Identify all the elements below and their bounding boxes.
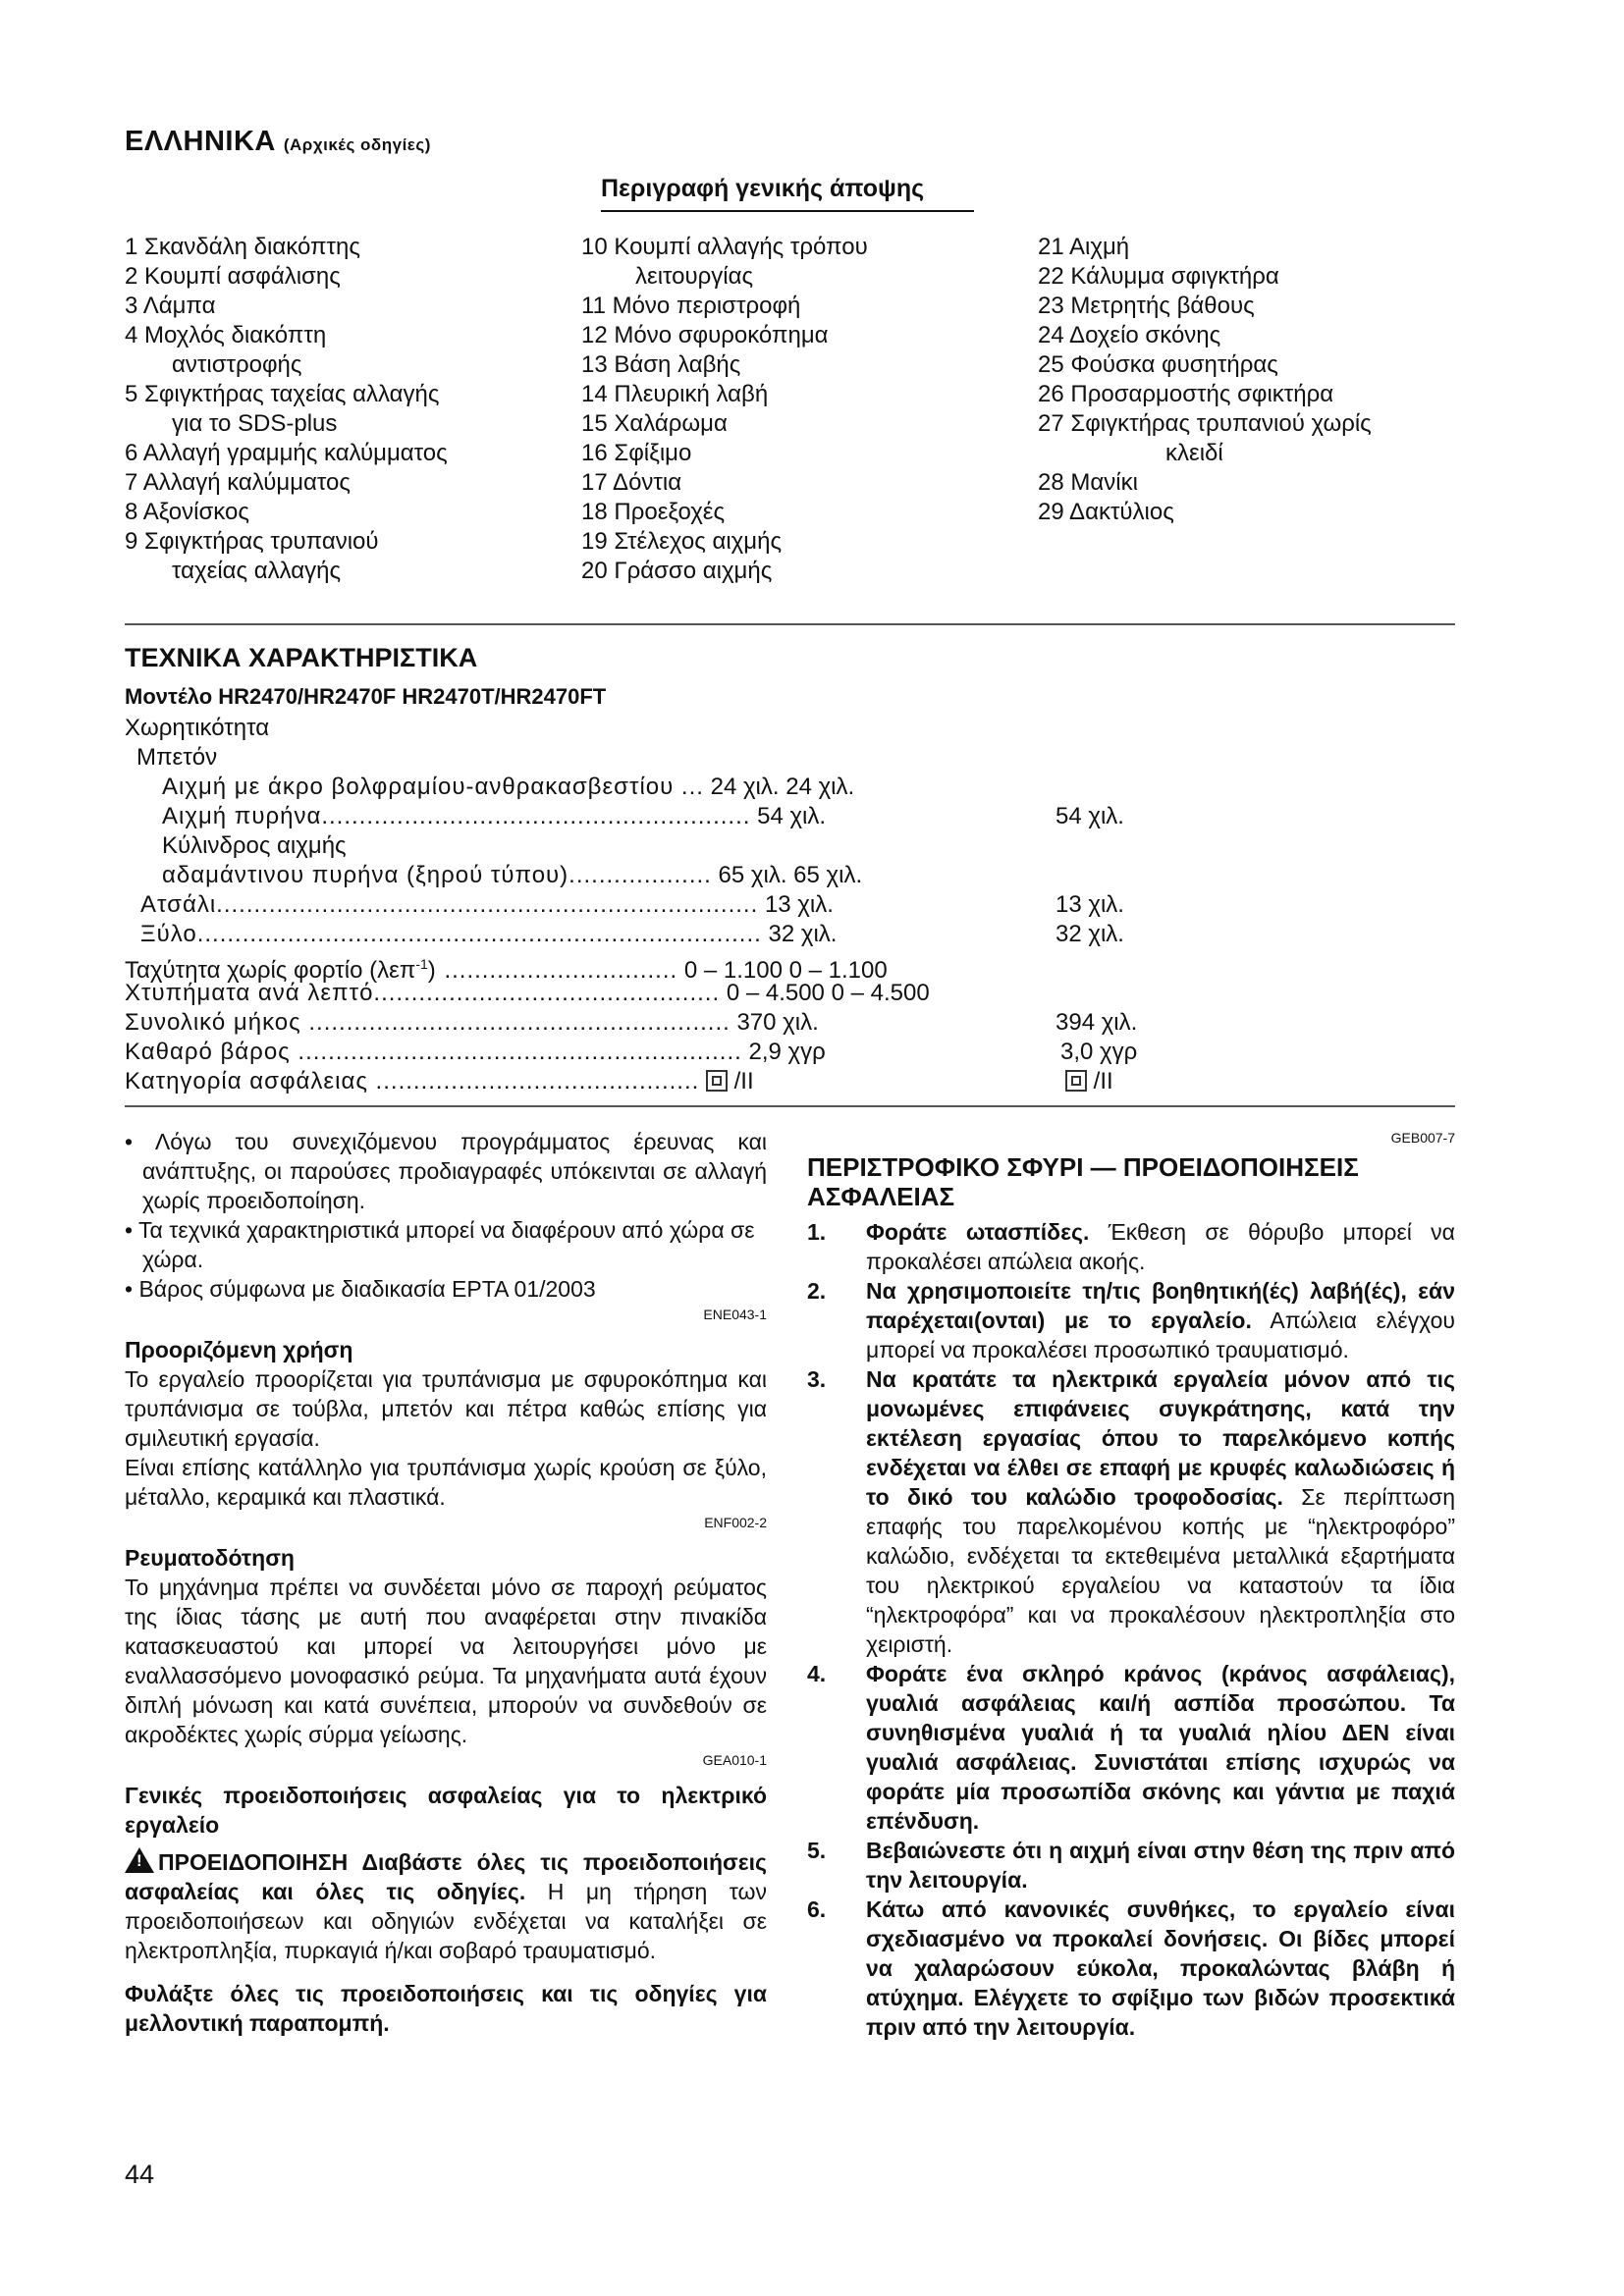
spec-label: Ταχύτητα χωρίς φορτίο (λεπ <box>125 957 416 984</box>
specs-title: ΤΕΧΝΙΚΑ ΧΑΡΑΚΤΗΡΙΣΤΙΚΑ <box>125 643 478 672</box>
double-insulation-icon <box>1065 1070 1087 1092</box>
spec-value: 54 χιλ. <box>757 803 827 829</box>
part-item: 5 Σφιγκτήρας ταχείας αλλαγής <box>125 381 440 407</box>
intended-use-text: Είναι επίσης κατάλληλο για τρυπάνισμα χωρίς κρούση σε ξύλο, μέταλλο, κεραμικά και πλαστικά. <box>125 1455 767 1510</box>
note-item: • Λόγω του συνεχιζόμενου προγράμματος έρευνας και ανάπτυξης, οι παρούσες προδιαγραφές υπόκεινται σε αλλαγή χωρίς προειδοποίηση. <box>125 1129 767 1213</box>
spec-label-sup: -1 <box>415 956 428 972</box>
spec-cyl-label: Κύλινδρος αιχμής <box>162 832 347 859</box>
spec-capacity: Χωρητικότητα <box>125 715 270 741</box>
part-item: 25 Φούσκα φυσητήρας <box>1038 351 1278 378</box>
note-item: • Βάρος σύμφωνα με διαδικασία EPTA 01/2003 <box>125 1276 596 1302</box>
spec-label: Χτυπήματα ανά λεπτό.............................................. <box>125 980 721 1006</box>
overview-underline <box>601 210 974 212</box>
language-subtitle: (Αρχικές οδηγίες) <box>283 135 431 154</box>
part-item: 2 Κουμπί ασφάλισης <box>125 263 341 290</box>
part-item: 7 Αλλαγή καλύμματος <box>125 469 351 496</box>
spec-label: Συνολικό μήκος ........................................................ <box>125 1009 731 1036</box>
part-item-cont: για το SDS-plus <box>172 410 338 437</box>
spec-value: 13 χιλ. <box>764 891 834 918</box>
parts-list-col3 <box>1038 233 1372 527</box>
warning-icon <box>125 1847 154 1873</box>
spec-value-alt: 13 χιλ. <box>1056 891 1124 918</box>
spec-value: 0 – 4.500 0 – 4.500 <box>726 980 930 1006</box>
part-item: 17 Δόντια <box>581 469 682 496</box>
item-bold: Κάτω από κανονικές συνθήκες, το εργαλείο είναι σχεδιασμένο να προκαλεί δονήσεις. Οι βίδες μπορεί να χαλαρώσουν εύκολα, προκαλώντας βλάβη ή ατύχημα. Ελέγχετε το σφίξιμο των βιδών προσεκτικά πριν από την λειτουργία. <box>866 1896 1455 2040</box>
part-item: 22 Κάλυμμα σφιγκτήρα <box>1038 263 1279 290</box>
power-supply-title: Ρευματοδότηση <box>125 1545 295 1571</box>
part-item: 8 Αξονίσκος <box>125 499 249 525</box>
part-item: 16 Σφίξιμο <box>581 440 692 466</box>
power-supply-text: Το μηχάνημα πρέπει να συνδέεται μόνο σε παροχή ρεύματος της ίδιας τάσης με αυτή που αναφέρεται στην πινακίδα κατασκευαστού και μπορεί να λειτουργήσει μόνο με εναλλασσόμενο μονοφασικό ρεύμα. Τα μηχανήματα αυτά έχουν διπλή μόνωση και κατά συνέπεια, μπορούν να συνδεθούν σε ακροδέκτες χωρίς σύρμα γείωσης. <box>125 1575 767 1747</box>
item-number: 3. <box>807 1366 827 1392</box>
safety-warnings-list <box>807 1217 1455 2042</box>
spec-label: Αιχμή με άκρο βολφραμίου-ανθρακασβεστίου ... <box>162 774 704 800</box>
specs-table <box>125 714 1455 1096</box>
spec-value: 32 χιλ. <box>768 921 838 947</box>
part-item: 20 Γράσσο αιχμής <box>581 558 773 584</box>
intended-use-text: Το εργαλείο προορίζεται για τρυπάνισμα με σφυροκόπημα και τρυπάνισμα σε τούβλα, μπετόν και πέτρα καθώς επίσης για σμιλευτική εργασία. <box>125 1366 767 1451</box>
part-item: 28 Μανίκι <box>1038 469 1138 496</box>
part-item: 9 Σφιγκτήρας τρυπανιού <box>125 528 379 555</box>
spec-label: Ατσάλι........................................................................ <box>140 891 759 918</box>
part-item: 18 Προεξοχές <box>581 499 726 525</box>
part-item: 13 Βάση λαβής <box>581 351 741 378</box>
spec-row-cyl <box>162 861 862 890</box>
part-item: 1 Σκανδάλη διακόπτης <box>125 234 360 260</box>
spec-row-tct <box>162 773 854 802</box>
part-item: 11 Μόνο περιστροφή <box>581 293 801 319</box>
part-item: 21 Αιχμή <box>1038 234 1130 260</box>
warning-label: ΠΡΟΕΙΔΟΠΟΙΗΣΗ <box>158 1849 349 1875</box>
part-item-cont: λειτουργίας <box>635 263 754 290</box>
item-bold: Φοράτε ωτασπίδες. <box>866 1219 1090 1245</box>
spec-value: 2,9 χγρ <box>748 1039 826 1065</box>
spec-value-alt: 394 χιλ. <box>1056 1009 1138 1036</box>
warning-item <box>807 1836 1455 1895</box>
part-item: 27 Σφιγκτήρας τρυπανιού χωρίς <box>1038 410 1372 437</box>
section-code: GEA010-1 <box>702 1752 767 1768</box>
part-item: 15 Χαλάρωμα <box>581 410 728 437</box>
item-number: 1. <box>807 1219 827 1245</box>
spec-row-weight <box>125 1038 826 1067</box>
spec-value: 370 χιλ. <box>736 1009 819 1036</box>
section-code: GEB007-7 <box>1390 1130 1455 1146</box>
spec-value-alt: 3,0 χγρ <box>1060 1039 1138 1065</box>
warning-item <box>807 1276 1455 1364</box>
warning-paragraph <box>125 1847 767 1965</box>
left-column <box>125 1127 767 2038</box>
double-insulation-icon <box>706 1070 728 1092</box>
divider <box>125 623 1455 625</box>
item-bold: Φοράτε ένα σκληρό κράνος (κράνος ασφάλειας), γυαλιά ασφάλειας και/ή ασπίδα προσώπου. Τα συνηθισμένα γυαλιά ή τα γυαλιά ηλίου ΔΕΝ είναι γυαλιά ασφάλειας. Συνιστάται επίσης ισχυρώς να φοράτε μία προσωπίδα σκόνης και γάντια με παχιά επένδυση. <box>866 1661 1455 1834</box>
spec-label: Καθαρό βάρος ........................................................... <box>125 1039 742 1065</box>
spec-value: /II <box>733 1068 754 1095</box>
item-bold: Να κρατάτε τα ηλεκτρικά εργαλεία μόνον από τις μονωμένες επιφάνειες συγκράτησης, κατά την εκτέλεση εργασίας όπου το παρελκόμενο κοπής ενδέχεται να έλθει σε επαφή με κρυφές καλωδιώσεις ή το δικό του καλώδιο τροφοδοσίας. <box>866 1366 1455 1510</box>
spec-value-alt: 32 χιλ. <box>1056 921 1124 947</box>
rotary-hammer-warnings-title: ΠΕΡΙΣΤΡΟΦΙΚΟ ΣΦΥΡΙ — ΠΡΟΕΙΔΟΠΟΙΗΣΕΙΣ ΑΣΦΑΛΕΙΑΣ <box>807 1152 1359 1211</box>
warning-item <box>807 1895 1455 2042</box>
part-item-cont: κλειδί <box>1165 440 1223 466</box>
warning-item <box>807 1364 1455 1659</box>
spec-concrete: Μπετόν <box>136 744 218 771</box>
parts-list-col2 <box>581 233 868 586</box>
page-number: 44 <box>125 2160 155 2189</box>
part-item: 6 Αλλαγή γραμμής καλύμματος <box>125 440 448 466</box>
warning-text: Η μη τήρηση των προειδοποιήσεων και οδηγιών ενδέχεται να καταλήξει σε ηλεκτροπληξία, πυρκαγιά ή/και σοβαρό τραυματισμό. <box>125 1879 767 1963</box>
part-item: 19 Στέλεχος αιχμής <box>581 528 783 555</box>
spec-label: Αιχμή πυρήνα......................................................... <box>162 803 751 829</box>
item-number: 4. <box>807 1661 827 1686</box>
general-warnings-title: Γενικές προειδοποιήσεις ασφαλείας για το ηλεκτρικό εργαλείο <box>125 1783 767 1838</box>
section-code: ENF002-2 <box>704 1515 767 1530</box>
part-item: 3 Λάμπα <box>125 293 216 319</box>
item-bold: Να χρησιμοποιείτε τη/τις βοηθητική(ές) λαβή(ές), εάν παρέχεται(ονται) με το εργαλείο. <box>866 1278 1455 1333</box>
part-item: 29 Δακτύλιος <box>1038 499 1174 525</box>
part-item: 26 Προσαρμοστής σφικτήρα <box>1038 381 1334 407</box>
item-number: 6. <box>807 1896 827 1922</box>
item-text: Έκθεση σε θόρυβο μπορεί να προκαλέσει απώλεια ακοής. <box>866 1219 1455 1274</box>
spec-label: Κατηγορία ασφάλειας ........................................... <box>125 1068 700 1095</box>
part-item-cont: ταχείας αλλαγής <box>172 558 342 584</box>
spec-label: αδαμάντινου πυρήνα (ξηρού τύπου)................... <box>162 862 712 888</box>
language-title: ΕΛΛΗΝΙΚΑ <box>125 126 276 157</box>
item-number: 5. <box>807 1838 827 1863</box>
item-text: Απώλεια ελέγχου μπορεί να προκαλέσει προσωπικό τραυματισμό. <box>866 1308 1455 1362</box>
spec-value-alt: 54 χιλ. <box>1056 803 1124 829</box>
spec-value-alt: /II <box>1093 1068 1113 1095</box>
spec-value: 0 – 1.100 0 – 1.100 <box>683 957 888 984</box>
warning-bold: Διαβάστε όλες τις προειδοποιήσεις ασφαλείας και όλες τις οδηγίες. <box>125 1849 767 1904</box>
spec-value: 24 χιλ. 24 χιλ. <box>710 774 855 800</box>
item-text: Σε περίπτωση επαφής του παρελκομένου κοπής με “ηλεκτροφόρο” καλώδιο, ενδέχεται τα εκτεθειμένα μεταλλικά εξαρτήματα του ηλεκτρικού εργαλείου να καταστούν τα ίδια “ηλεκτροφόρα” και να προκαλέσουν ηλεκτροπληξία στο χειριστή. <box>866 1484 1456 1657</box>
spec-label: ) ............................... <box>427 957 678 984</box>
warning-item <box>807 1659 1455 1836</box>
right-column <box>807 1127 1455 2042</box>
spec-row-safety <box>125 1067 754 1096</box>
item-bold: Βεβαιώνεστε ότι η αιχμή είναι στην θέση της πριν από την λειτουργία. <box>866 1838 1455 1893</box>
warning-item <box>807 1217 1455 1276</box>
part-item-cont: αντιστροφής <box>172 351 302 378</box>
overview-title: Περιγραφή γενικής άποψης <box>601 175 925 202</box>
page-title <box>125 126 431 158</box>
section-code: ENE043-1 <box>703 1307 767 1322</box>
spec-row-core <box>162 802 826 831</box>
specs-model: Μοντέλο HR2470/HR2470F HR2470T/HR2470FT <box>125 684 607 709</box>
item-number: 2. <box>807 1278 827 1304</box>
spec-row-steel <box>140 890 834 920</box>
part-item: 12 Μόνο σφυροκόπημα <box>581 322 829 348</box>
part-item: 23 Μετρητής βάθους <box>1038 293 1255 319</box>
spec-value: 65 χιλ. 65 χιλ. <box>718 862 863 888</box>
spec-value-alt-wrap <box>1065 1067 1113 1096</box>
spec-row-bpm <box>125 979 930 1008</box>
parts-list-col1 <box>125 233 448 586</box>
keep-instructions: Φυλάξτε όλες τις προειδοποιήσεις και τις οδηγίες για μελλοντική παραπομπή. <box>125 1981 767 2036</box>
intended-use-title: Προοριζόμενη χρήση <box>125 1337 353 1362</box>
part-item: 10 Κουμπί αλλαγής τρόπου <box>581 234 868 260</box>
divider <box>125 1105 1455 1107</box>
spec-row-length <box>125 1008 819 1038</box>
part-item: 4 Μοχλός διακόπτη <box>125 322 327 348</box>
spec-label: Ξύλο........................................................................... <box>140 921 762 947</box>
note-item: • Τα τεχνικά χαρακτηριστικά μπορεί να διαφέρουν από χώρα σε χώρα. <box>125 1217 755 1272</box>
spec-row-wood <box>140 920 837 949</box>
part-item: 24 Δοχείο σκόνης <box>1038 322 1221 348</box>
part-item: 14 Πλευρική λαβή <box>581 381 769 407</box>
